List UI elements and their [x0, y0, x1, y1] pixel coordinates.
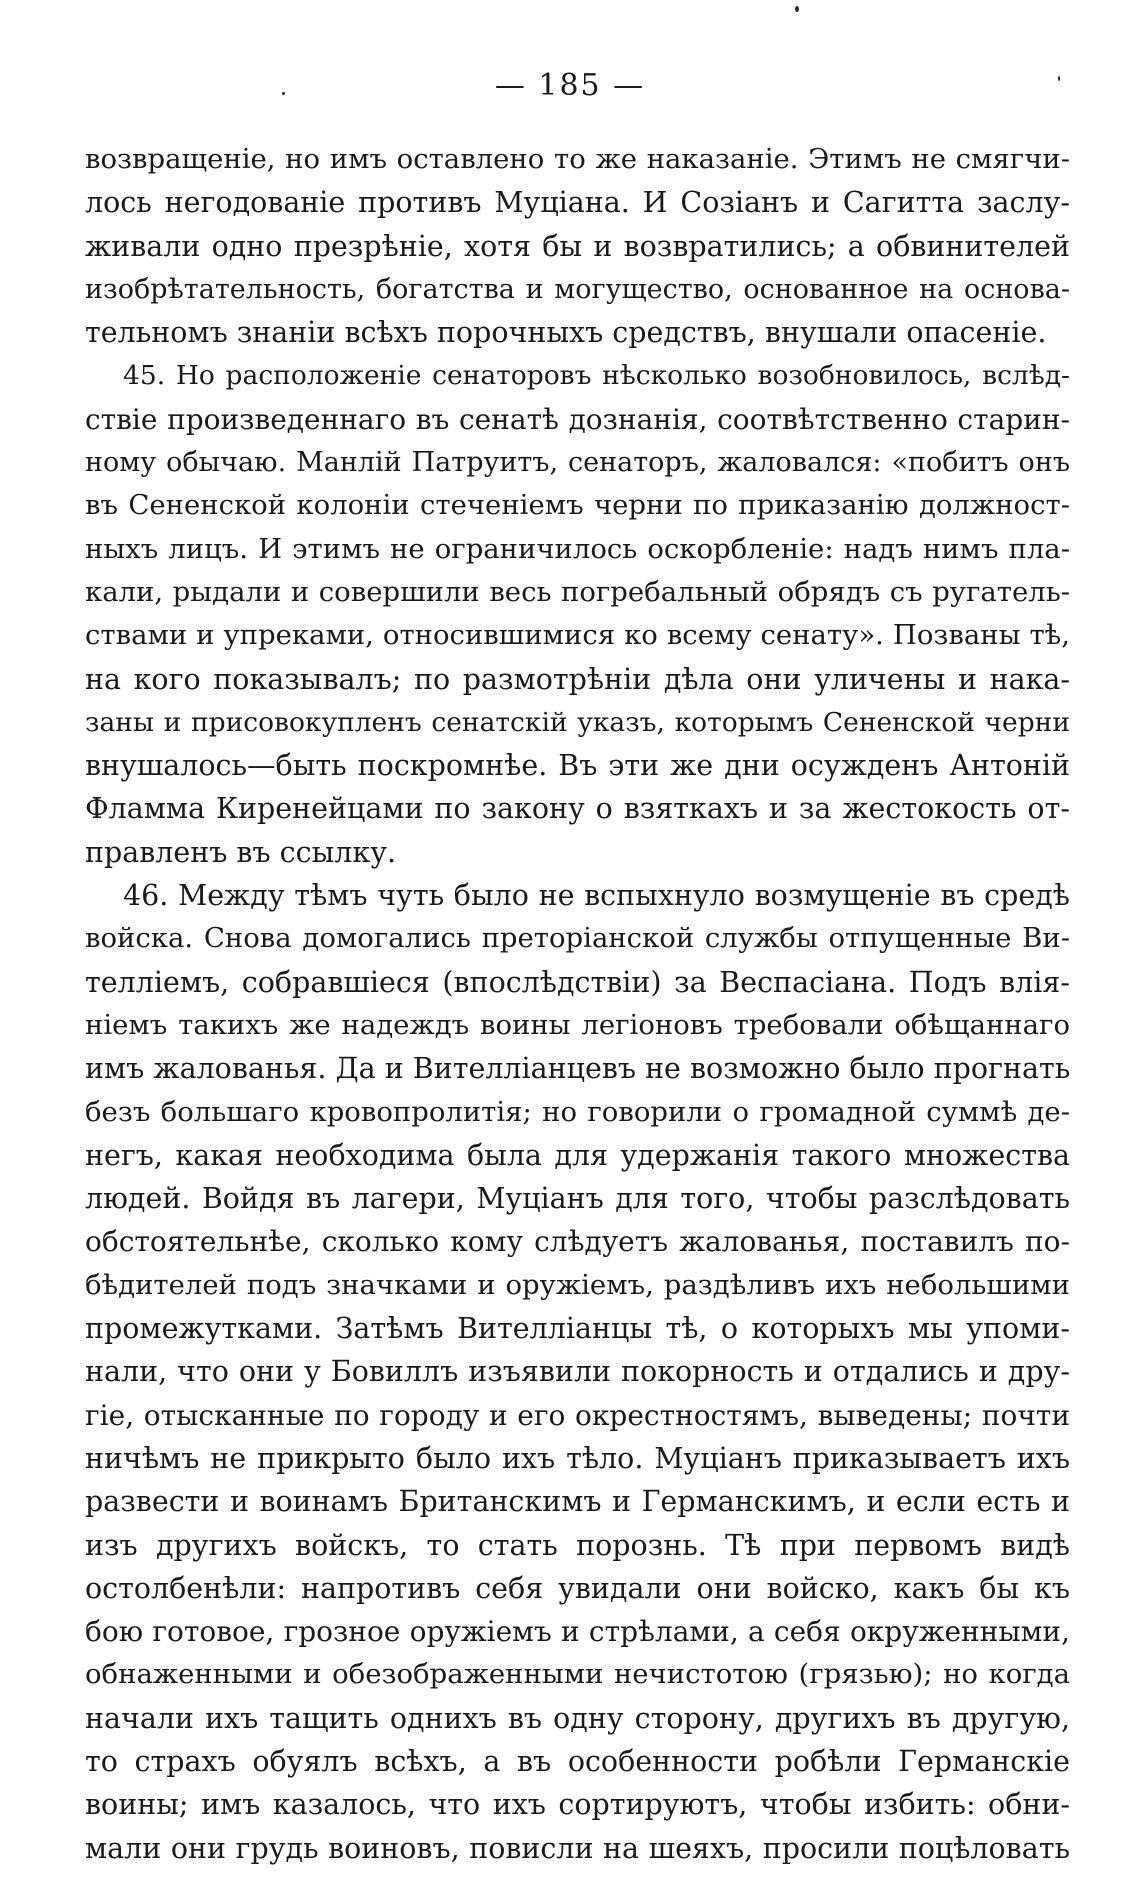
- text-line: то страхъ обуялъ всѣхъ, а въ особенности робѣли Германскіе: [85, 1744, 1070, 1778]
- paragraph-46-start: 46. Между тѣмъ чуть было не вспыхнуло возмущеніе въ средѣ: [123, 879, 1070, 913]
- text-line: на кого показывалъ; по размотрѣніи дѣла они уличены и нака-: [85, 662, 1070, 696]
- ink-speck: [795, 6, 799, 12]
- text-line: начали ихъ тащить однихъ въ одну сторону, другихъ въ другую,: [85, 1701, 1070, 1735]
- text-line: кали, рыдали и совершили весь погребальный обрядъ съ ругатель-: [85, 575, 1070, 608]
- text-line: ствіе произведеннаго въ сенатѣ дознанія, соотвѣтственно старин-: [85, 402, 1070, 436]
- text-line: лось негодованіе противъ Муціана. И Созіанъ и Сагитта заслу-: [85, 186, 1070, 220]
- text-line: промежутками. Затѣмъ Вителліанцы тѣ, о которыхъ мы упоми-: [85, 1312, 1070, 1346]
- text-line: въ Сененской колоніи стеченіемъ черни по приказанію должност-: [85, 489, 1070, 522]
- text-line: телліемъ, собравшіеся (впослѣдствіи) за Веспасіана. Подъ влія-: [85, 965, 1070, 999]
- text-line: заны и присовокупленъ сенатскій указъ, которымъ Сененской черни: [85, 706, 1070, 738]
- text-line: развести и воинамъ Британскимъ и Германскимъ, и если есть и: [85, 1485, 1070, 1519]
- text-line: возвращеніе, но имъ оставлено то же наказаніе. Этимъ не смягчи-: [85, 143, 1070, 175]
- text-line: ному обычаю. Манлій Патруитъ, сенаторъ, жаловался: «побитъ онъ: [85, 447, 1070, 479]
- text-line: ніемъ такихъ же надеждъ воины легіоновъ требовали обѣщаннаго: [85, 1008, 1070, 1041]
- text-line: гіе, отысканные по городу и его окрестностямъ, выведены; почти: [85, 1398, 1070, 1432]
- text-line: обнаженными и обезображенными нечистотою (грязью); но когда: [85, 1658, 1070, 1691]
- page-number: — 185 —: [494, 68, 646, 103]
- text-line: изобрѣтательность, богатства и могущество, основанное на основа-: [85, 273, 1070, 305]
- text-line: воины; имъ казалось, что ихъ сортируютъ, чтобы избить: обни-: [85, 1788, 1070, 1822]
- text-line: нали, что они у Бовиллъ изъявили покорность и отдались и дру-: [85, 1355, 1070, 1389]
- text-line: ныхъ лицъ. И этимъ не ограничилось оскорбленіе: надъ нимъ пла-: [85, 532, 1070, 565]
- text-line: изъ другихъ войскъ, то стать порознь. Тѣ при первомъ видѣ: [85, 1528, 1070, 1562]
- text-line: мали они грудь воиновъ, повисли на шеяхъ, просили поцѣловать: [85, 1831, 1070, 1865]
- text-line: внушалось—быть поскромнѣе. Въ эти же дни осужденъ Антоній: [85, 749, 1070, 783]
- text-line: ничѣмъ не прикрыто было ихъ тѣло. Муціанъ приказываетъ ихъ: [85, 1441, 1070, 1475]
- text-line: правленъ въ ссылку.: [85, 835, 397, 869]
- text-line: тельномъ знаніи всѣхъ порочныхъ средствъ, внушали опасеніе.: [85, 316, 1047, 350]
- text-line: безъ большаго кровопролитія; но говорили о громадной суммѣ де-: [85, 1095, 1070, 1128]
- paragraph-45-start: 45. Но расположеніе сенаторовъ нѣсколько возобновилось, вслѣд-: [123, 360, 1070, 392]
- text-line: людей. Войдя въ лагери, Муціанъ для того, чтобы разслѣдовать: [85, 1182, 1070, 1216]
- text-line: имъ жалованья. Да и Вителліанцевъ не возможно было прогнать: [85, 1052, 1070, 1086]
- text-line: обстоятельнѣе, сколько кому слѣдуетъ жалованья, поставилъ по-: [85, 1225, 1070, 1259]
- body-text: [85, 138, 1070, 1870]
- text-line: негъ, какая необходима была для удержанія такого множества: [85, 1138, 1070, 1172]
- text-line: Фламма Киренейцами по закону о взяткахъ и за жестокость от-: [85, 792, 1070, 826]
- text-line: войска. Снова домогались преторіанской службы отпущенные Ви-: [85, 922, 1070, 955]
- text-line: бѣдителей подъ значками и оружіемъ, раздѣливъ ихъ небольшими: [85, 1268, 1070, 1301]
- text-line: ствами и упреками, относившимися ко всему сенату». Позваны тѣ,: [85, 619, 1070, 652]
- text-line: бою готовое, грозное оружіемъ и стрѣлами, а себя окруженными,: [85, 1615, 1070, 1649]
- text-line: живали одно презрѣніе, хотя бы и возвратились; а обвинителей: [85, 229, 1070, 263]
- text-line: остолбенѣли: напротивъ себя увидали они войско, какъ бы къ: [85, 1571, 1070, 1605]
